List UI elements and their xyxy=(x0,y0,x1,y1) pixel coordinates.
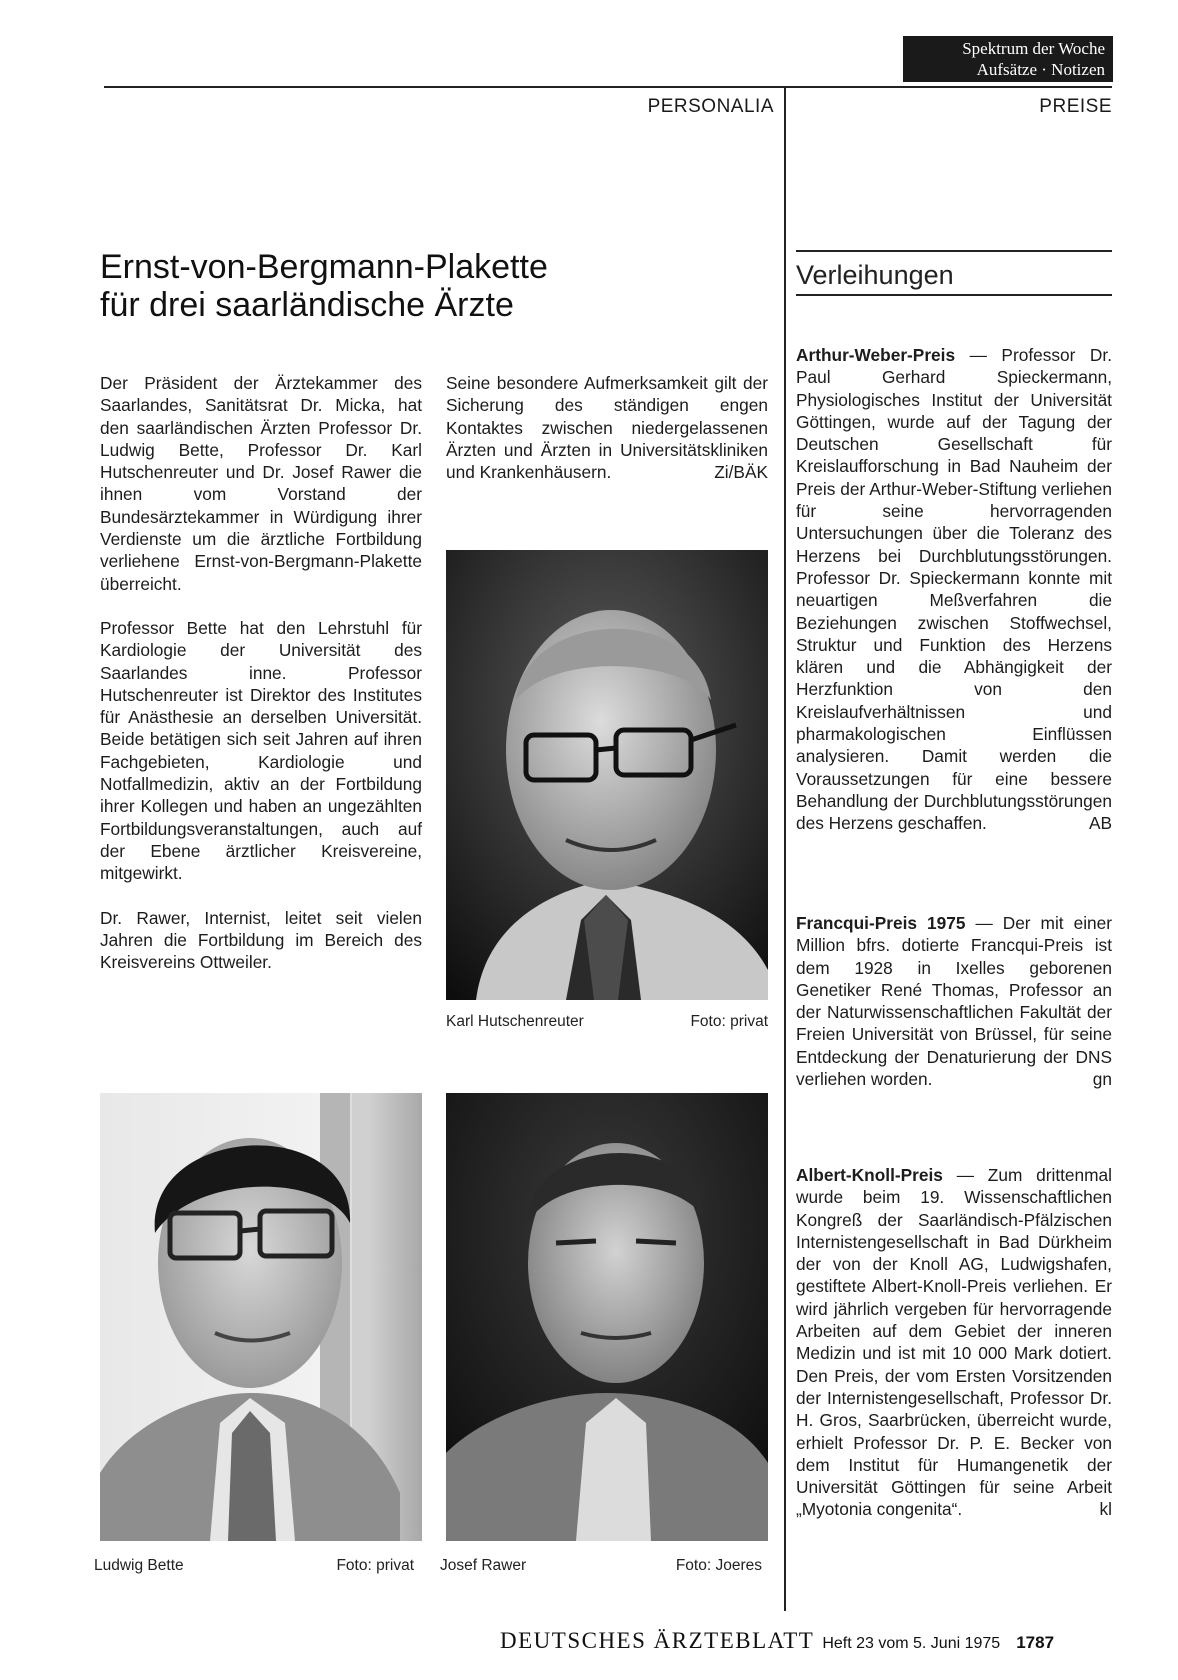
preis-item-francqui-body: — Der mit einer Million bfrs. dotierte Francqui-Preis ist dem 1928 in Ixelles geborenen Genetiker René Thomas, Professor an der Naturwissenschaftlichen Fakultät der Freien Universität von Brüssel, für seine Entdeckung der Denaturierung der DNS verliehen worden. xyxy=(796,913,1113,1090)
caption-rawer-name: Josef Rawer xyxy=(440,1557,527,1574)
preis-item-francqui-text xyxy=(796,912,1112,1090)
section-badge xyxy=(903,36,1113,82)
preis-item-arthur-weber-body: — Professor Dr. Paul Gerhard Spieckermann, Physiologisches Institut der Universität Göttingen, wurde auf der Tagung der Deutschen Gesellschaft für Kreislaufforschung in Bad Nauheim der Preis der Arthur-Weber-Stiftung verliehen für seine hervorragenden Untersuchungen über die Toleranz des Herzens bei Durchblutungsstörungen. Professor Dr. Spieckermann konnte mit neuartigen Meßverfahren die Beziehungen zwischen Stoffwechsel, Struktur und Funktion des Herzens klären und die Abhängigkeit der Herzfunktion von den Kreislaufverhältnissen und pharmakologischen Einflüssen analysieren. Damit werden die Voraussetzungen für eine bessere Behandlung der Durchblutungsstörungen des Herzens geschaffen. xyxy=(796,345,1112,834)
photo-rawer xyxy=(446,1093,768,1541)
caption-hutschenreuter-name: Karl Hutschenreuter xyxy=(446,1013,584,1030)
footer-issue: Heft 23 vom 5. Juni 1975 xyxy=(822,1635,1001,1652)
article-title xyxy=(100,248,700,324)
preis-item-albert-knoll-sig: kl xyxy=(1099,1499,1112,1520)
preis-item-arthur-weber-text xyxy=(796,344,1112,835)
preis-item-albert-knoll-text xyxy=(796,1164,1112,1521)
caption-bette-name: Ludwig Bette xyxy=(94,1557,184,1574)
preis-item-arthur-weber xyxy=(796,344,1112,835)
column-divider xyxy=(784,86,786,1611)
preis-item-arthur-weber-sig: AB xyxy=(1088,813,1112,834)
preis-item-arthur-weber-name: Arthur-Weber-Preis xyxy=(796,345,956,365)
caption-hutschenreuter-credit: Foto: privat xyxy=(690,1013,768,1030)
article-title-line-1: Ernst-von-Bergmann-Plakette xyxy=(100,248,548,286)
preis-item-francqui-sig: gn xyxy=(1092,1069,1112,1090)
photo-hutschenreuter xyxy=(446,550,768,1000)
preise-heading: Verleihungen xyxy=(796,260,954,290)
header-rule xyxy=(104,86,1112,88)
article-paragraph-2: Professor Bette hat den Lehrstuhl für Kardiologie der Universität des Saarlandes inne. Professor Hutschenreuter ist Direktor des Institutes für Anästhesie an derselben Universität. Beide betätigen sich seit Jahren auf ihren Fachgebieten, Kardiologie und Notfallmedizin, aktiv an der Fortbildung ihrer Kollegen und haben an ungezählten Fortbildungsveranstaltungen, auch auf der Ebene ärztlicher Kreisvereine, mitgewirkt. xyxy=(100,617,422,884)
preis-item-albert-knoll-body: — Zum drittenmal wurde beim 19. Wissenschaftlichen Kongreß der Saarländisch-Pfälzischen Internistengesellschaft in Bad Dürkheim der von der Knoll AG, Ludwigshafen, gestiftete Albert-Knoll-Preis verliehen. Er wird jährlich vergeben für hervorragende Arbeiten auf dem Gebiet der inneren Medizin und ist mit 10 000 Mark dotiert. Den Preis, der vom Ersten Vorsitzenden der Internistengesellschaft, Professor Dr. H. Gros, Saarbrücken, überreicht wurde, erhielt Professor Dr. P. E. Becker von dem Institut für Humangenetik der Universität Göttingen für seine Arbeit „Myotonia congenita“. xyxy=(796,1165,1112,1520)
caption-rawer-credit: Foto: Joeres xyxy=(675,1557,762,1574)
caption-hutschenreuter xyxy=(446,1012,768,1034)
article-paragraph-3: Dr. Rawer, Internist, leitet seit vielen Jahren die Fortbildung im Bereich des Kreisvereins Ottweiler. xyxy=(100,907,422,973)
preis-item-francqui-name: Francqui-Preis 1975 xyxy=(796,913,966,933)
article-paragraph-4 xyxy=(446,372,768,483)
article-signature: Zi/BÄK xyxy=(714,462,768,483)
footer-page-number: 1787 xyxy=(1016,1633,1055,1652)
article-paragraph-1: Der Präsident der Ärztekammer des Saarlandes, Sanitätsrat Dr. Micka, hat den saarländischen Ärzten Professor Dr. Ludwig Bette, Professor Dr. Karl Hutschenreuter und Dr. Josef Rawer die ihnen vom Vorstand der Bundesärztekammer in Würdigung ihrer Verdienste um die ärztliche Fortbildung verliehene Ernst-von-Bergmann-Plakette überreicht. xyxy=(100,373,422,594)
section-label-preise: PREISE xyxy=(1039,96,1112,117)
caption-bette xyxy=(94,1556,414,1578)
section-label-personalia: PERSONALIA xyxy=(647,96,774,117)
badge-line-1: Spektrum der Woche xyxy=(962,39,1105,58)
article-column-2 xyxy=(446,372,768,483)
preis-item-albert-knoll-name: Albert-Knoll-Preis xyxy=(796,1165,943,1185)
preise-rule-bottom xyxy=(796,294,1112,296)
caption-rawer xyxy=(440,1556,762,1578)
page-footer xyxy=(500,1628,1120,1654)
preis-item-albert-knoll xyxy=(796,1164,1112,1521)
article-column-1 xyxy=(100,372,422,973)
badge-line-2: Aufsätze · Notizen xyxy=(976,60,1105,79)
footer-journal: DEUTSCHES ÄRZTEBLATT xyxy=(500,1628,815,1653)
preise-rule-top xyxy=(796,250,1112,252)
preis-item-francqui xyxy=(796,912,1112,1090)
article-title-line-2: für drei saarländische Ärzte xyxy=(100,286,514,324)
article-paragraph-4-text: Seine besondere Aufmerksamkeit gilt der Sicherung des ständigen engen Kontaktes zwischen niedergelassenen Ärzten und Ärzten in Universitätskliniken und Krankenhäusern. xyxy=(446,373,768,483)
caption-bette-credit: Foto: privat xyxy=(336,1557,414,1574)
photo-bette xyxy=(100,1093,422,1541)
